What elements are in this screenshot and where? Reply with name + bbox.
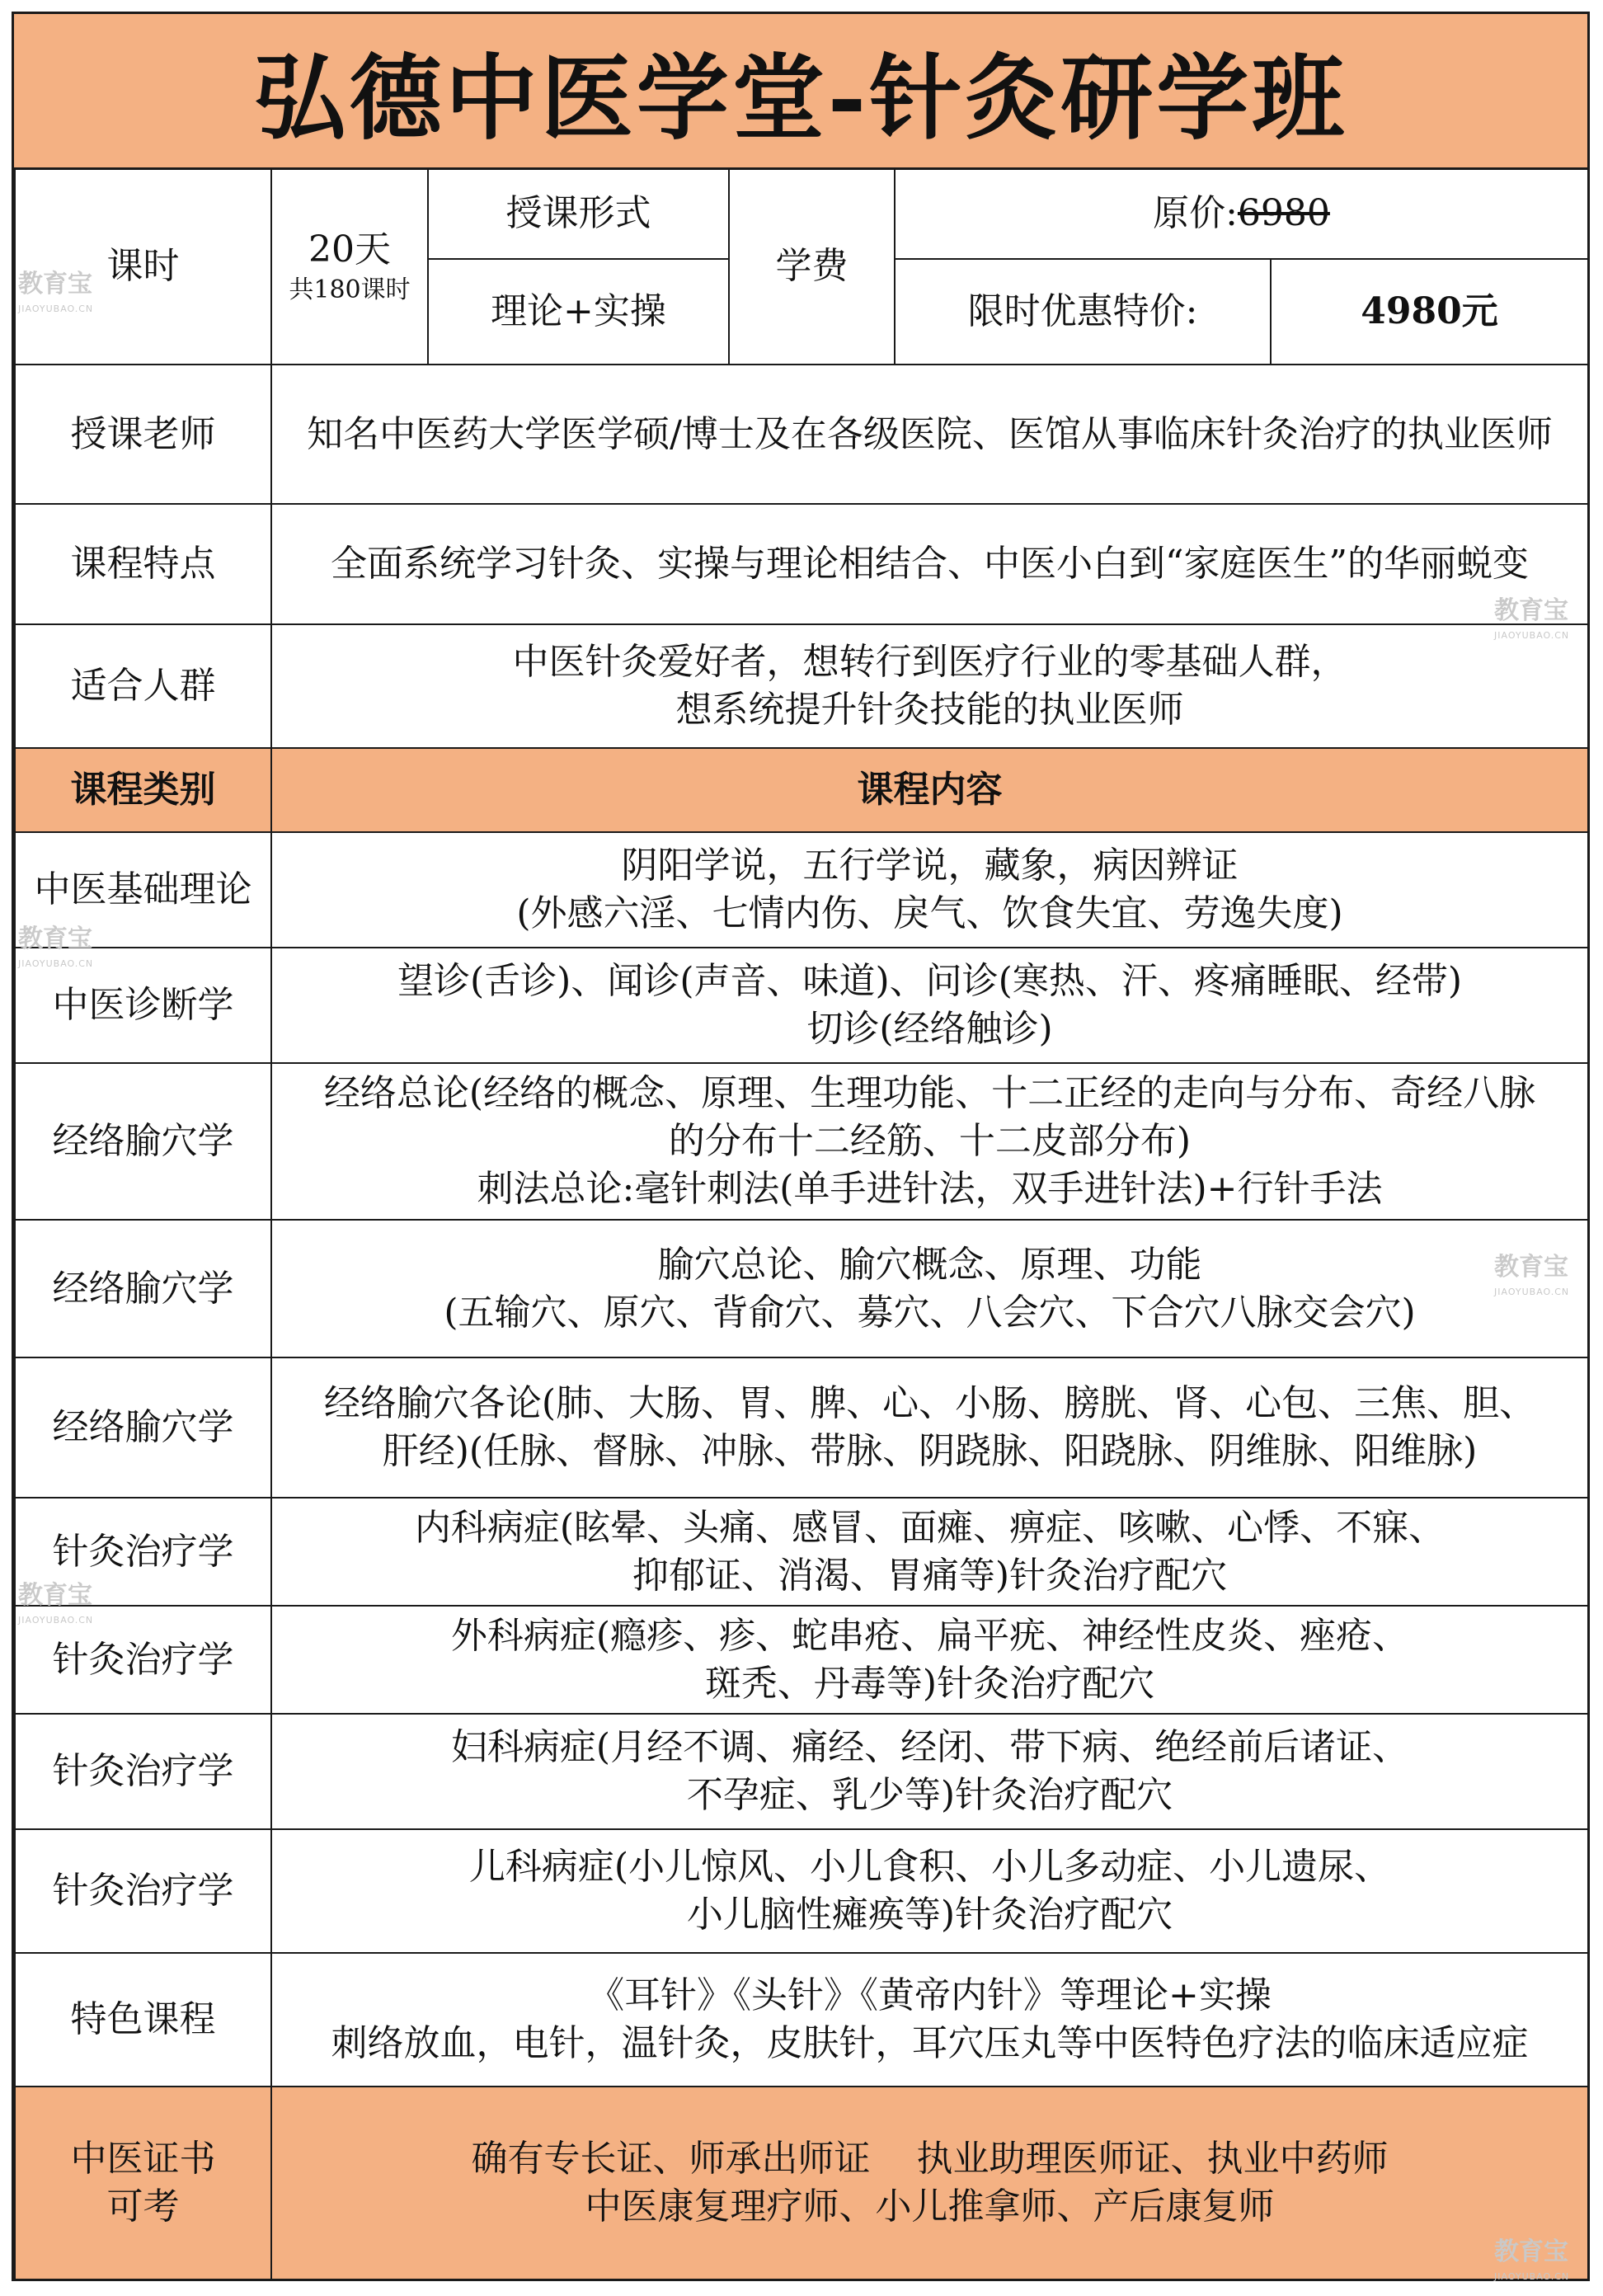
watermark-logo	[1494, 1255, 1569, 1305]
course-category: 中医基础理论	[15, 832, 271, 948]
original-price-cell	[895, 168, 1588, 259]
course-content	[271, 948, 1588, 1063]
content-line: 妇科病症(月经不调、痛经、经闭、带下病、绝经前后诸证、	[450, 1726, 1409, 1768]
certificate-content	[271, 2087, 1588, 2280]
content-line: (外感六淫、七情内伤、戾气、饮食失宜、劳逸失度)	[516, 892, 1343, 934]
course-table	[14, 167, 1589, 2280]
watermark-sub: JIAOYUBAO.CN	[1494, 1287, 1570, 1297]
course-category: 中医诊断学	[15, 948, 271, 1063]
features-label: 课程特点	[15, 504, 271, 624]
content-line: 知名中医药大学医学硕/博士及在各级医院、医馆从事临床针灸治疗的执业医师	[307, 412, 1553, 455]
watermark-text: 教育宝	[18, 1581, 92, 1610]
certificate-label	[15, 2087, 271, 2280]
watermark-logo	[18, 272, 93, 322]
certificate-line: 确有专长证、师承出师证 执业助理医师证、执业中药师	[471, 2138, 1389, 2180]
course-category: 针灸治疗学	[15, 1714, 271, 1829]
content-line: 肝经)(任脉、督脉、冲脉、带脉、阴跷脉、阳跷脉、阴维脉、阳维脉)	[382, 1430, 1478, 1472]
watermark-text: 教育宝	[1494, 1253, 1568, 1282]
content-line: 斑秃、丹毒等)针灸治疗配穴	[704, 1662, 1155, 1705]
course-content	[271, 1714, 1588, 1829]
content-line: 内科病症(眩晕、头痛、感冒、面瘫、痹症、咳嗽、心悸、不寐、	[414, 1506, 1446, 1549]
hours-total: 共180课时	[289, 275, 411, 304]
watermark-text: 教育宝	[1494, 2237, 1568, 2266]
course-category: 针灸治疗学	[15, 1829, 271, 1953]
audience-label: 适合人群	[15, 624, 271, 748]
format-label: 授课形式	[428, 168, 729, 259]
watermark-logo	[18, 1583, 93, 1633]
original-price: 6980	[1237, 192, 1330, 234]
content-line: 刺络放血，电针，温针灸，皮肤针，耳穴压丸等中医特色疗法的临床适应症	[331, 2022, 1529, 2064]
content-line: 的分布十二经筋、十二皮部分布)	[668, 1120, 1192, 1162]
watermark-text: 教育宝	[1494, 596, 1568, 625]
hours-label: 课时	[15, 168, 271, 365]
watermark-logo	[1494, 596, 1570, 648]
teacher-label: 授课老师	[15, 365, 271, 504]
watermark-text: 教育宝	[18, 270, 92, 299]
content-line: 刺法总论:毫针刺法(单手进针法，双手进针法)+行针手法	[477, 1168, 1383, 1210]
category-header: 课程类别	[15, 748, 271, 832]
content-line: 全面系统学习针灸、实操与理论相结合、中医小白到“家庭医生”的华丽蜕变	[331, 543, 1529, 585]
content-line: 望诊(舌诊)、闻诊(声音、味道)、问诊(寒热、汗、疼痛睡眠、经带)	[397, 960, 1462, 1002]
watermark-logo	[18, 927, 93, 976]
content-line: 阴阳学说，五行学说，藏象，病因辨证	[621, 845, 1239, 887]
content-line: 外科病症(瘾疹、疹、蛇串疮、扁平疣、神经性皮炎、痤疮、	[450, 1614, 1409, 1657]
page-title: 弘德中医学堂-针灸研学班	[14, 14, 1587, 170]
certificate-line: 中医康复理疗师、小儿推拿师、产后康复师	[585, 2185, 1275, 2228]
special-price-label: 限时优惠特价:	[895, 259, 1271, 365]
course-content	[271, 1606, 1588, 1714]
days-value: 20天	[308, 228, 391, 271]
course-category: 特色课程	[15, 1953, 271, 2087]
course-category: 经络腧穴学	[15, 1220, 271, 1357]
content-line: 腧穴总论、腧穴概念、原理、功能	[657, 1243, 1202, 1286]
content-line: 中医针灸爱好者，想转行到医疗行业的零基础人群，	[512, 641, 1347, 683]
content-line: 小儿脑性瘫痪等)针灸治疗配穴	[686, 1894, 1173, 1936]
content-line: 抑郁证、消渴、胃痛等)针灸治疗配穴	[632, 1554, 1228, 1597]
course-content	[271, 1357, 1588, 1498]
content-line: 切诊(经络触诊)	[806, 1008, 1053, 1050]
watermark-sub: JIAOYUBAO.CN	[18, 303, 94, 314]
course-content	[271, 1220, 1588, 1357]
course-content	[271, 1953, 1588, 2087]
watermark-sub: JIAOYUBAO.CN	[1494, 2271, 1570, 2282]
watermark-sub: JIAOYUBAO.CN	[1494, 630, 1570, 641]
course-category: 经络腧穴学	[15, 1357, 271, 1498]
audience-content	[271, 624, 1588, 748]
content-line: 《耳针》《头针》《黄帝内针》等理论+实操	[588, 1974, 1272, 2016]
special-price: 4980元	[1271, 259, 1588, 365]
certificate-label-line: 中医证书	[70, 2138, 216, 2180]
content-line: 不孕症、乳少等)针灸治疗配穴	[686, 1774, 1173, 1816]
content-line: 经络总论(经络的概念、原理、生理功能、十二正经的走向与分布、奇经八脉	[323, 1072, 1536, 1114]
watermark-sub: JIAOYUBAO.CN	[18, 958, 94, 969]
watermark-text: 教育宝	[18, 925, 92, 953]
format-value: 理论+实操	[428, 259, 729, 365]
course-sheet	[12, 12, 1590, 2281]
course-category: 针灸治疗学	[15, 1606, 271, 1714]
features-content	[271, 504, 1588, 624]
course-content	[271, 1498, 1588, 1606]
original-price-label: 原价:	[1153, 192, 1238, 234]
content-line: 儿科病症(小儿惊风、小儿食积、小儿多动症、小儿遗尿、	[468, 1846, 1391, 1888]
course-content	[271, 1063, 1588, 1220]
certificate-label-line: 可考	[106, 2185, 180, 2228]
watermark-logo	[1494, 2237, 1570, 2289]
teacher-content	[271, 365, 1588, 504]
content-line: 想系统提升针灸技能的执业医师	[675, 689, 1184, 731]
hours-cell	[271, 168, 428, 365]
watermark-sub: JIAOYUBAO.CN	[18, 1615, 94, 1626]
course-content	[271, 1829, 1588, 1953]
content-line: (五输穴、原穴、背俞穴、募穴、八会穴、下合穴八脉交会穴)	[444, 1291, 1416, 1334]
content-header: 课程内容	[271, 748, 1588, 832]
course-content	[271, 832, 1588, 948]
fee-label: 学费	[729, 168, 895, 365]
content-line: 经络腧穴各论(肺、大肠、胃、脾、心、小肠、膀胱、肾、心包、三焦、胆、	[323, 1382, 1536, 1424]
course-category: 针灸治疗学	[15, 1498, 271, 1606]
course-category: 经络腧穴学	[15, 1063, 271, 1220]
